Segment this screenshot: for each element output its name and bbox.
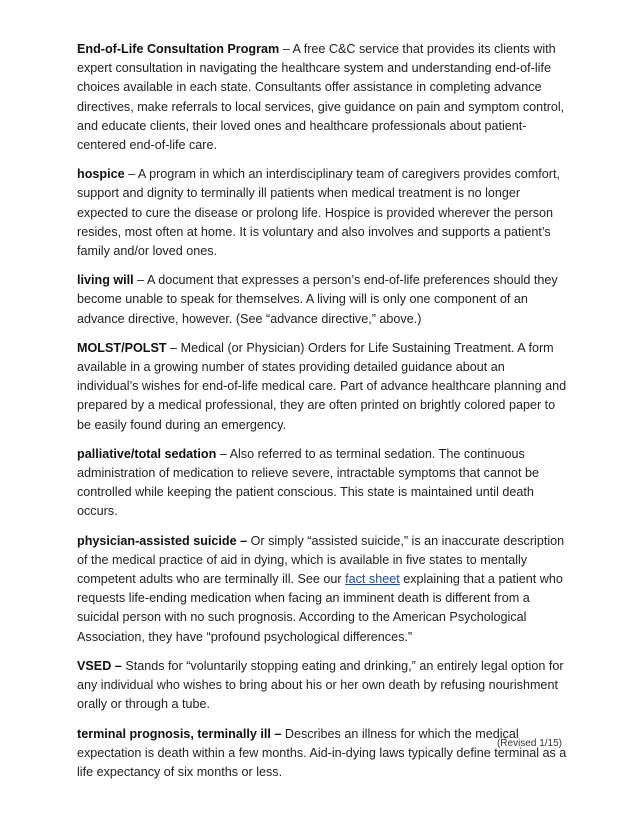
glossary-entry-physician-assisted-suicide [77, 532, 567, 647]
entry-definition: Or simply “assisted suicide,” is an inaccurate description of the medical practice of aid in dying, which is available in five states to mentally competent adults who are terminally ill. See our [77, 533, 565, 587]
entry-definition: Also referred to as terminal sedation. The continuous administration of medication to relieve severe, intractable symptoms that cannot be controlled while keeping the patient conscious. This state is maintained until death occurs. [77, 446, 540, 519]
entry-term: End-of-Life Consultation Program [77, 42, 280, 56]
entry-definition: Describes an illness for which the medical expectation is death within a few months. Aid-in-dying laws typically define terminal as a life expectancy of six months or less. [77, 726, 567, 779]
entry-definition-continued: explaining that a patient who requests life-ending medication when facing an imminent death is different from a suicidal person with no such prognosis. According to the American Psychological Association, they have “profound psychological differences.” [77, 572, 563, 644]
glossary-entry-vsed [77, 657, 567, 715]
entry-term: MOLST/POLST [77, 340, 167, 355]
glossary-entry-terminal-prognosis [77, 725, 567, 783]
glossary-entry-end-of-life-consultation [77, 40, 567, 155]
entry-definition: A document that expresses a person’s end-of-life preferences should they become unable to speak for themselves. A living will is only one component of an advance directive, however. (See “advance directive,” above.) [77, 273, 558, 326]
glossary-entry-living-will [77, 271, 567, 329]
entry-definition: Medical (or Physician) Orders for Life Sustaining Treatment. A form available in a growing number of states providing detailed guidance about an individual’s wishes for end-of-life medical care. Part of advance healthcare planning and prepared by a medical professional, they are often printed on brightly colored paper to be easily found during an emergency. [77, 340, 567, 432]
glossary-entry-palliative-sedation [77, 445, 567, 522]
glossary-entry-molst-polst [77, 339, 567, 435]
entry-separator: – [124, 167, 138, 182]
entry-term: physician-assisted suicide – [77, 533, 248, 548]
entry-definition: Stands for “voluntarily stopping eating and drinking,” an entirely legal option for any individual who wishes to bring about his or her own death by refusing nourishment orally or through a tube. [77, 658, 564, 712]
entry-term: palliative/total sedation [77, 446, 217, 461]
glossary-page [77, 40, 567, 792]
entry-definition: A program in which an interdisciplinary team of caregivers provides comfort, support and dignity to terminally ill patients when medical treatment is no longer expected to cure the disease or prolong life. Hospice is provided wherever the person resides, most often at home. It is voluntary and also involves and supports a patient’s family and/or loved ones. [77, 167, 560, 259]
entry-separator: – [166, 340, 181, 355]
entry-term: hospice [77, 167, 125, 182]
entry-term: VSED – [77, 658, 122, 673]
entry-separator: – [216, 446, 230, 461]
revised-date: (Revised 1/15) [496, 738, 562, 749]
entry-term: terminal prognosis, terminally ill – [77, 726, 282, 741]
entry-definition: A free C&C service that provides its clients with expert consultation in navigating the healthcare system and understanding end-of-life choices available in each state. Consultants offer assistance in completing advance directives, make referrals to local services, give guidance on pain and symptom control, and educate clients, their loved ones and healthcare professionals about patient-centered end-of-life care. [77, 42, 565, 153]
glossary-entry-hospice [77, 165, 567, 261]
entry-separator: – [279, 42, 293, 56]
entry-separator: – [133, 273, 147, 288]
fact-sheet-link[interactable]: fact sheet [345, 572, 400, 587]
entry-term: living will [77, 273, 134, 288]
